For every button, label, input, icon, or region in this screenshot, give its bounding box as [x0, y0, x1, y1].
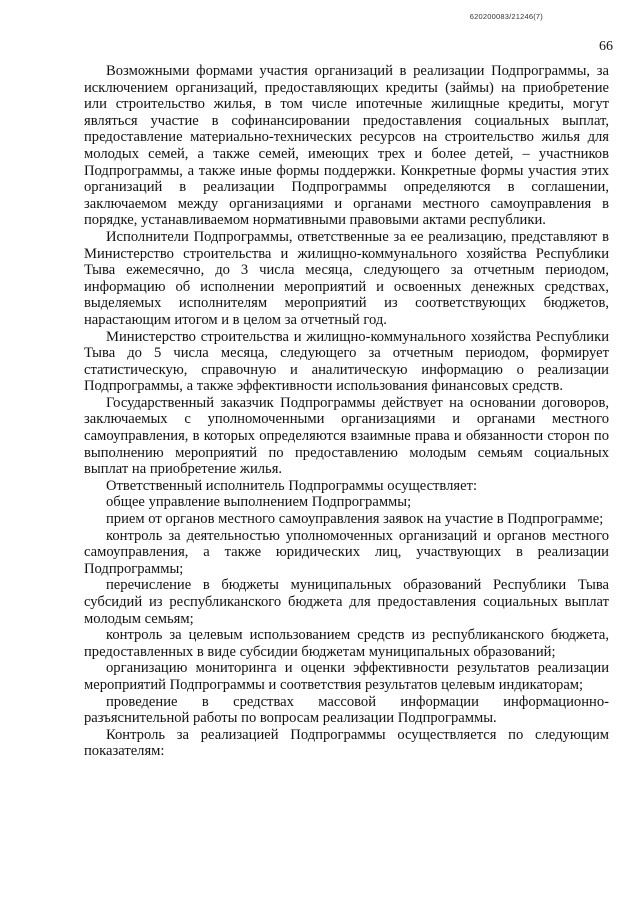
paragraph-responsible-executor: Ответственный исполнитель Подпрограммы осуществляет: — [106, 477, 478, 494]
paragraph-ministry-analytics: Министерство строительства и жилищно-коммунального хозяйства Республики Тыва до 5 числа месяца, следующего за отчетным периодом, формирует статистическую, справочную и аналитическую информацию о реализации Подпрограммы, а также эффективности использования финансовых средств. — [84, 328, 609, 395]
page-number: 66 — [599, 39, 613, 54]
list-item-target-use-control: контроль за целевым использованием средств из республиканского бюджета, предоставленных в виде субсидии бюджетам муниципальных образований; — [84, 627, 609, 660]
paragraph-executors-reporting: Исполнители Подпрограммы, ответственные за ее реализацию, представляют в Министерство строительства и жилищно-коммунального хозяйства Республики Тыва ежемесячно, до 3 числа месяца, следующего за отчетным периодом, информацию об исполнении мероприятий и освоенных денежных средствах, выделяемых исполнителям мероприятий из соответствующих бюджетов, нарастающим итогом и в целом за отчетный год. — [84, 228, 609, 328]
document-code: 620200083/21246(7) — [469, 12, 543, 21]
document-body — [84, 63, 609, 760]
list-item-media-outreach: проведение в средствах массовой информации информационно-разъяснительной работы по вопросам реализации Подпрограммы. — [84, 693, 609, 727]
list-item-monitoring: организацию мониторинга и оценки эффективности результатов реализации мероприятий Подпрограммы и соответствия результатов целевым индикаторам; — [84, 660, 609, 693]
paragraph-state-customer: Государственный заказчик Подпрограммы действует на основании договоров, заключаемых с уполномоченными организациями и органами местного самоуправления, в которых определяются взаимные права и обязанности сторон по выполнению мероприятий по предоставлению молодым семьям социальных выплат на приобретение жилья. — [84, 394, 609, 478]
list-item-subsidy-transfer: перечисление в бюджеты муниципальных образований Республики Тыва субсидий из республиканского бюджета для предоставления социальных выплат молодым семьям; — [84, 577, 609, 627]
list-item-activity-control: контроль за деятельностью уполномоченных организаций и органов местного самоуправления, а также юридических лиц, участвующих в реализации Подпрограммы; — [84, 527, 609, 577]
paragraph-participation-forms: Возможными формами участия организаций в реализации Подпрограммы, за исключением организаций, предоставляющих кредиты (займы) на приобретение или строительство жилья, в том числе ипотечные жилищные кредиты, могут являться участие в софинансировании предоставления социальных выплат, предоставление материально-технических ресурсов на строительство жилья для молодых семей, а также семей, имеющих трех и более детей, – участников Подпрограммы, а также иные формы поддержки. Конкретные формы участия этих организаций в реализации Подпрограммы определяются в соглашении, заключаемом между организациями и органами местного самоуправления в порядке, устанавливаемом нормативными правовыми актами республики. — [84, 63, 609, 229]
paragraph-control-indicators: Контроль за реализацией Подпрограммы осуществляется по следующим показателям: — [84, 726, 609, 760]
list-item-general-management: общее управление выполнением Подпрограммы; — [106, 494, 412, 511]
list-item-application-intake: прием от органов местного самоуправления заявок на участие в Подпрограмме; — [106, 511, 604, 528]
